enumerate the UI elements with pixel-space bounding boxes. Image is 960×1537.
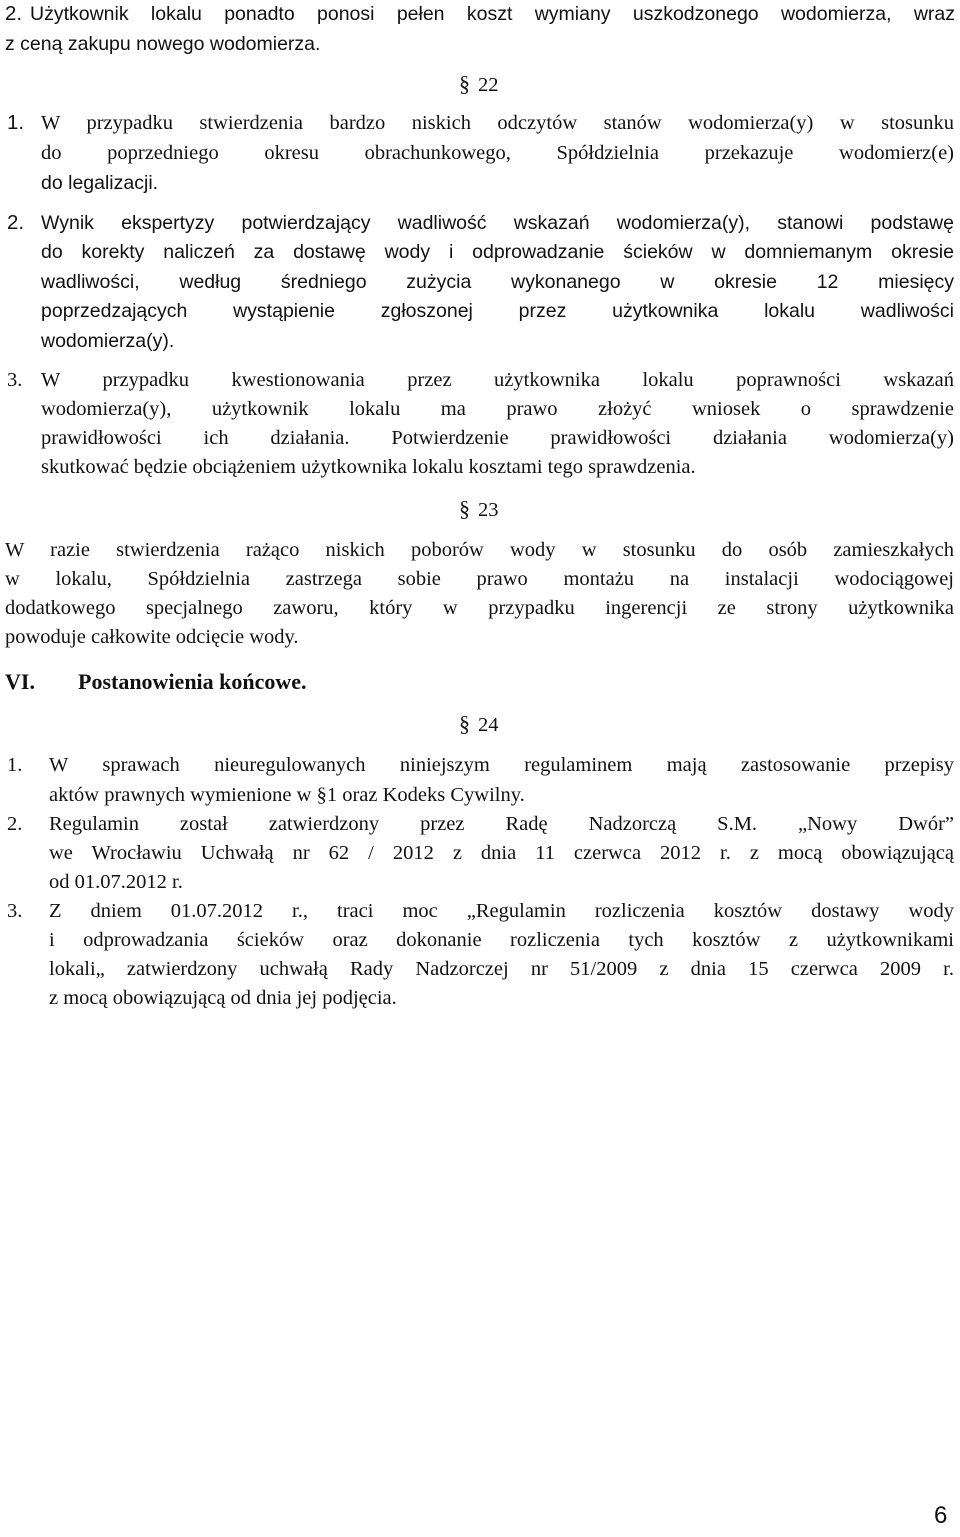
chapter-number: VI. [5, 669, 35, 694]
paragraph-line: aktów prawnych wymienione w §1 oraz Kodeks Cywilny. [49, 784, 525, 806]
section-symbol: § [459, 496, 470, 521]
paragraph-line: W sprawach nieuregulowanych niniejszym regulaminem mają zastosowanie przepisy [49, 754, 954, 776]
paragraph-line: z mocą obowiązującą od dnia jej podjęcia. [49, 987, 397, 1009]
paragraph-number: 1. [7, 111, 25, 134]
paragraph-number: 1. [7, 754, 23, 776]
paragraph-line: wodomierza(y). [41, 330, 175, 352]
page-number: 6 [934, 1502, 948, 1529]
paragraph-line: Z dniem 01.07.2012 r., traci moc „Regulamin rozliczenia kosztów dostawy wody [49, 900, 954, 922]
paragraph-line: skutkować będzie obciążeniem użytkownika lokalu kosztami tego sprawdzenia. [41, 456, 696, 478]
section-22-heading [459, 72, 499, 97]
section-number: 23 [478, 499, 499, 521]
paragraph-line: Regulamin został zatwierdzony przez Radę Nadzorczą S.M. „Nowy Dwór” [49, 813, 954, 835]
paragraph-number: 3. [7, 900, 23, 922]
section-23-heading [459, 497, 499, 522]
paragraph-line: poprzedzających wystąpienie zgłoszonej przez użytkownika lokalu wadliwości [41, 300, 954, 322]
paragraph-line: lokali„ zatwierdzony uchwałą Rady Nadzorczej nr 51/2009 z dnia 15 czerwca 2009 r. [49, 958, 954, 980]
paragraph-line: od 01.07.2012 r. [49, 871, 183, 893]
paragraph-line: do korekty naliczeń za dostawę wody i odprowadzanie ścieków w domniemanym okresie [41, 241, 954, 263]
paragraph-line: i odprowadzania ścieków oraz dokonanie rozliczenia tych kosztów z użytkownikami [49, 929, 954, 951]
paragraph-line: dodatkowego specjalnego zaworu, który w przypadku ingerencji ze strony użytkownika [5, 597, 954, 619]
chapter-title: Postanowienia końcowe. [78, 669, 307, 694]
paragraph-number: 2. [7, 211, 25, 234]
paragraph-line: Użytkownik lokalu ponadto ponosi pełen koszt wymiany uszkodzonego wodomierza, wraz [30, 3, 955, 25]
section-symbol: § [459, 71, 470, 96]
paragraph-line: w lokalu, Spółdzielnia zastrzega sobie prawo montażu na instalacji wodociągowej [5, 568, 954, 590]
paragraph-line: do poprzedniego okresu obrachunkowego, Spółdzielnia przekazuje wodomierz(e) [41, 142, 954, 164]
section-number: 22 [478, 74, 499, 96]
paragraph-line: prawidłowości ich działania. Potwierdzenie prawidłowości działania wodomierza(y) [41, 427, 954, 449]
paragraph-line: W przypadku stwierdzenia bardzo niskich odczytów stanów wodomierza(y) w stosunku [41, 112, 954, 134]
paragraph-line: z ceną zakupu nowego wodomierza. [5, 33, 321, 55]
paragraph-line: we Wrocławiu Uchwałą nr 62 / 2012 z dnia 11 czerwca 2012 r. z mocą obowiązującą [49, 842, 954, 864]
paragraph-line: powoduje całkowite odcięcie wody. [5, 626, 299, 648]
section-24-heading [459, 712, 499, 737]
paragraph-line: W przypadku kwestionowania przez użytkownika lokalu poprawności wskazań [41, 369, 954, 391]
paragraph-line: do legalizacji. [41, 172, 159, 194]
paragraph-line: wadliwości, według średniego zużycia wykonanego w okresie 12 miesięcy [41, 271, 954, 293]
paragraph-number: 3. [7, 369, 23, 391]
section-symbol: § [459, 711, 470, 736]
paragraph-line: W razie stwierdzenia rażąco niskich poborów wody w stosunku do osób zamieszkałych [5, 539, 954, 561]
paragraph-number: 2. [7, 813, 23, 835]
paragraph-line: wodomierza(y), użytkownik lokalu ma prawo złożyć wniosek o sprawdzenie [41, 398, 954, 420]
section-number: 24 [478, 714, 499, 736]
item-number: 2. [5, 2, 23, 25]
paragraph-line: Wynik ekspertyzy potwierdzający wadliwość wskazań wodomierza(y), stanowi podstawę [41, 212, 954, 234]
chapter-heading [5, 669, 307, 695]
